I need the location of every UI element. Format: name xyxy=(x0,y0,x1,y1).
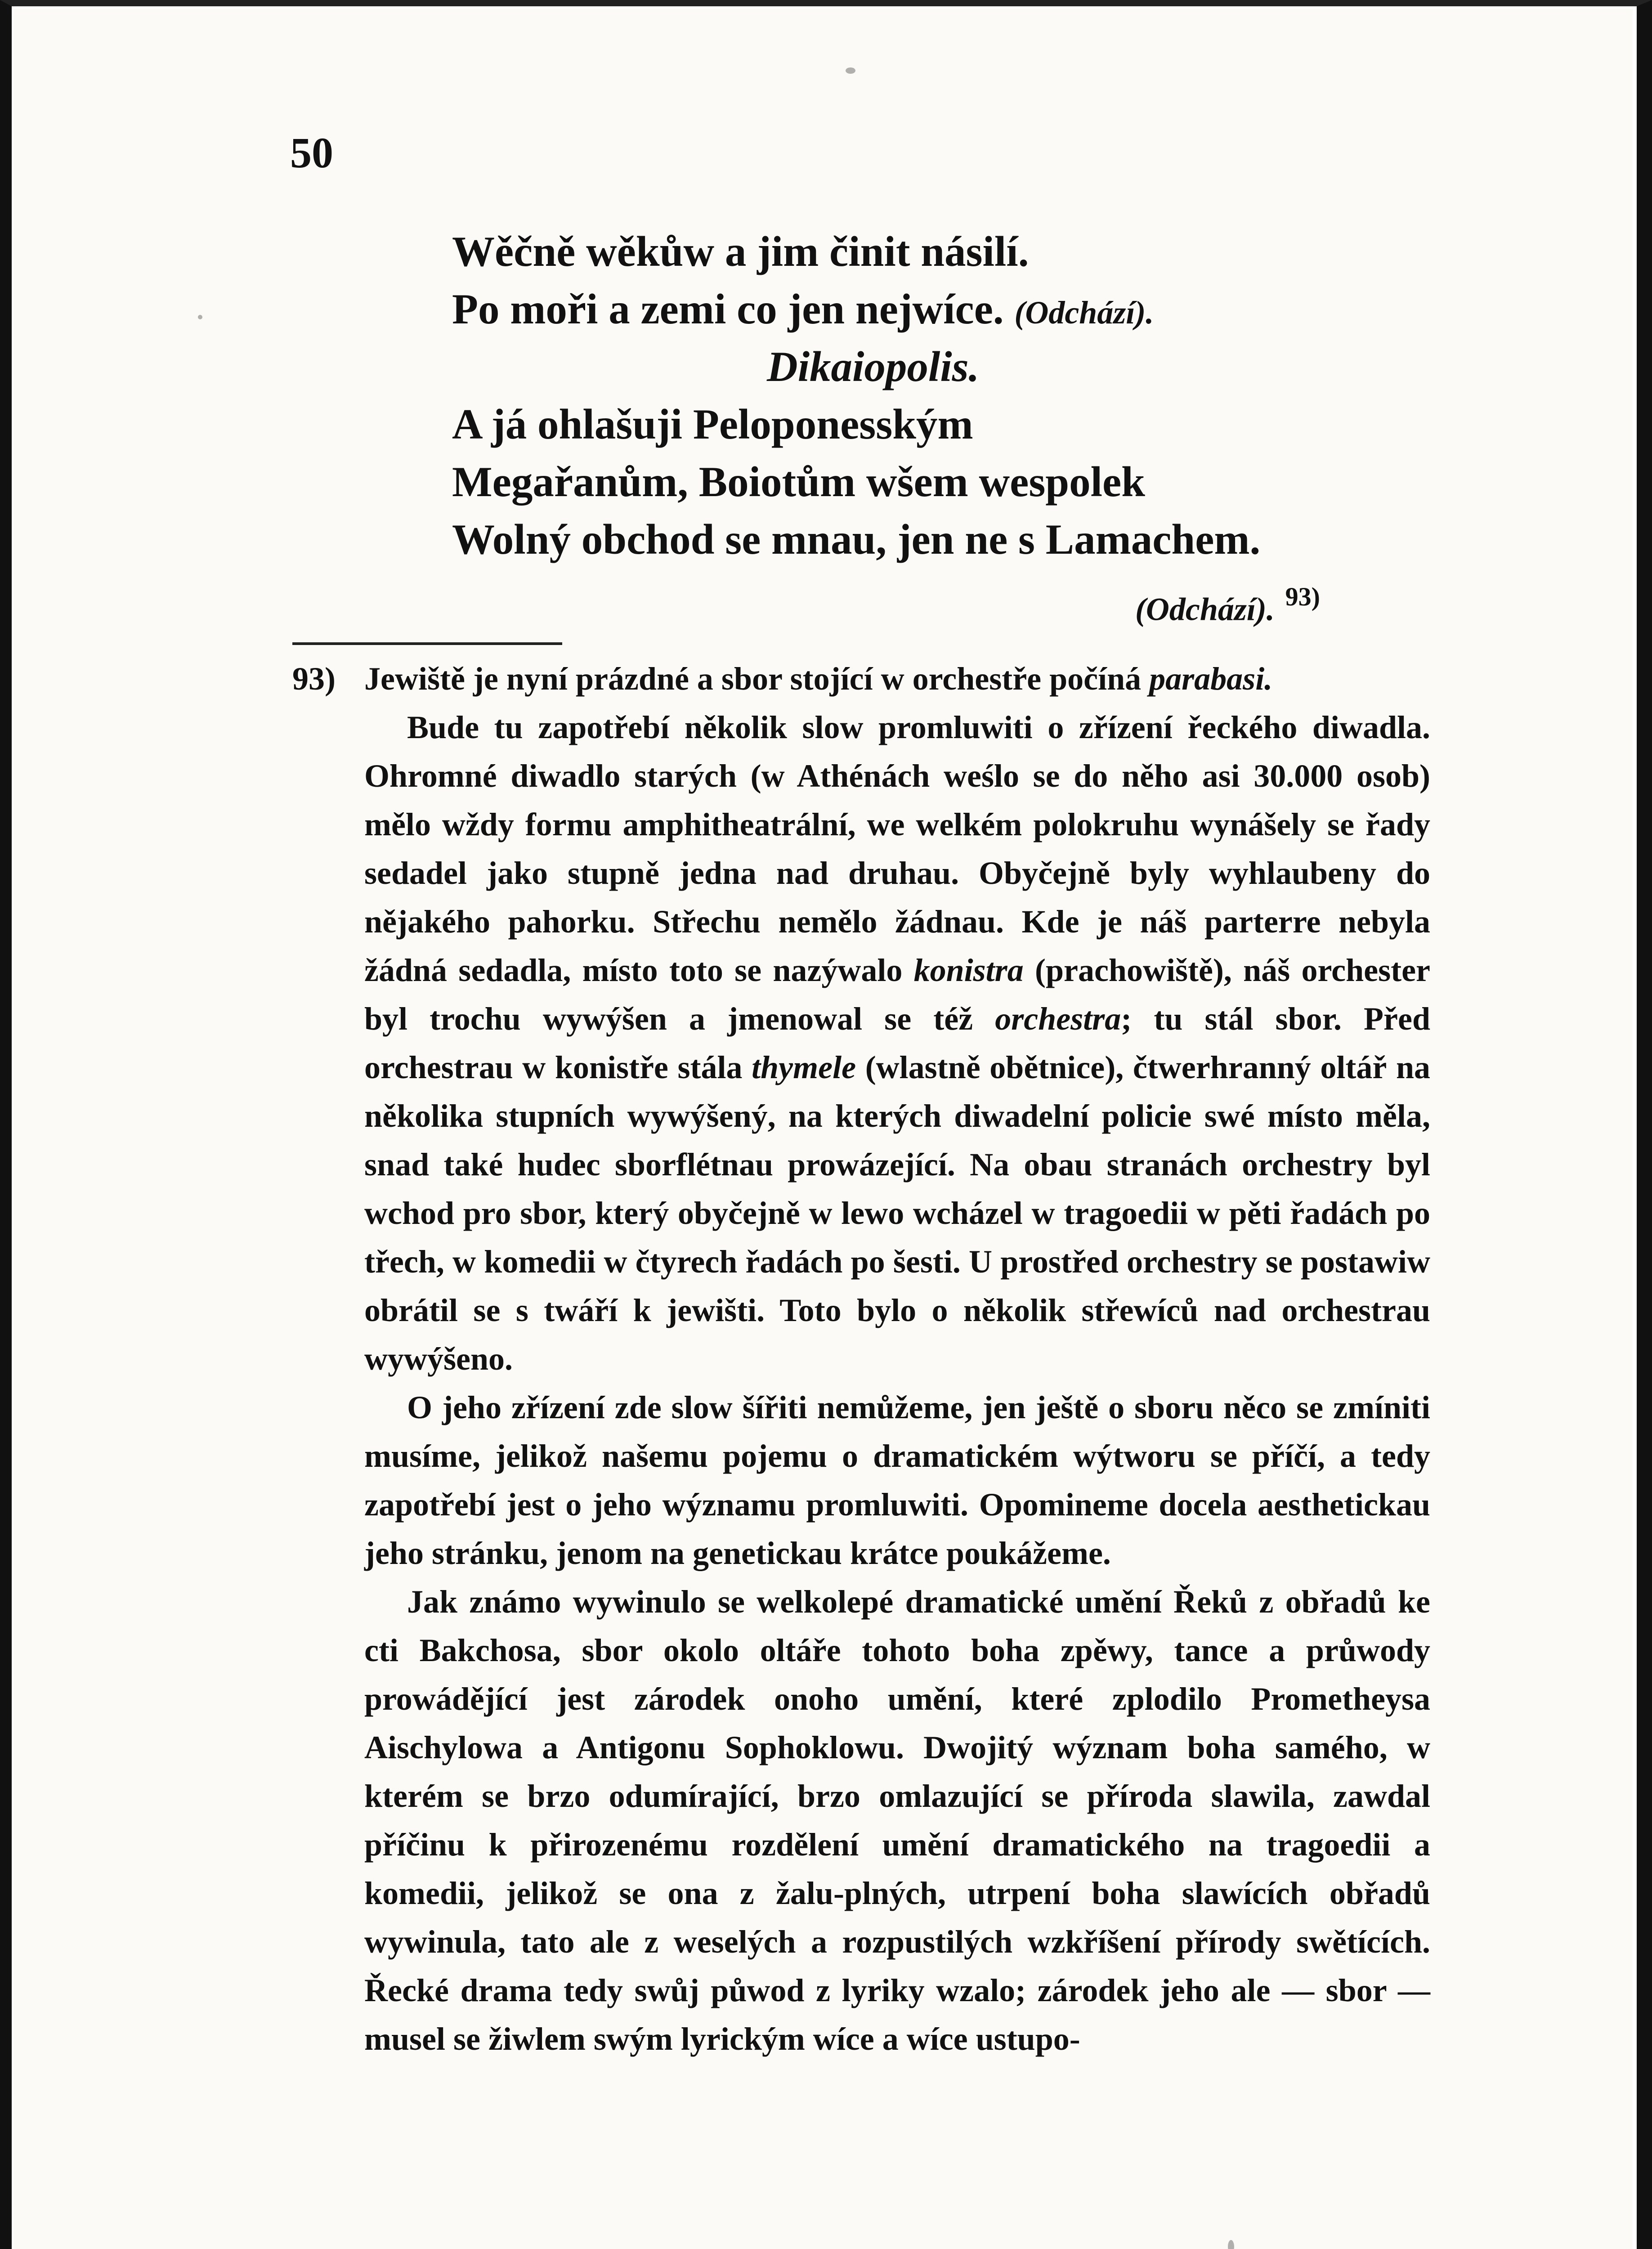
stage-direction: (Odchází). xyxy=(1014,295,1154,331)
paragraph-text: (prachowiště), náš orchester byl trochu wywýšen a jmenowal se též xyxy=(364,952,1430,1037)
verse-line: Wolný obchod se mnau, jen ne s Lamachem. xyxy=(452,515,1261,563)
page-number: 50 xyxy=(290,129,333,177)
italic-term: thymele xyxy=(752,1049,856,1085)
italic-term: orchestra xyxy=(995,1001,1121,1037)
footnote-paragraph xyxy=(364,703,1430,1383)
footnote-paragraph: O jeho zřízení zde slow šířiti nemůžeme, jen ještě o sboru něco se zmíniti musíme, jelikož našemu pojemu o dramatickém wýtworu se příčí, a tedy zapotřebí jest o jeho wýznamu promluwiti. Opomineme docela aesthetickau jeho stránku, jenom na genetickau krátce poukážeme. xyxy=(364,1389,1430,1571)
scan-speck xyxy=(846,67,855,74)
scan-speck xyxy=(198,315,202,319)
verse-line xyxy=(452,280,1352,338)
footnote-body xyxy=(292,703,1430,2063)
footnote-number: 93) xyxy=(292,661,336,697)
footnote-head-italic: parabasi. xyxy=(1149,661,1273,697)
paragraph-text: (wlastně obětnice), čtwerhranný oltář na několika stupních wywýšený, na kterých diwadelní policie swé místo měla, snad také hudec sborflétnau prowázející. Na obau stranách orchestry byl wchod pro sbor, který obyčejně w lewo wcházel w tragoedii w pěti řadách po třech, w komedii w čtyrech řadách po šesti. U prostřed orchestry se postawiw obrátil se s twáří k jewišti. Toto bylo o několik střewíců nad orchestrau wywýšeno. xyxy=(364,1049,1431,1377)
verse-line: Megařanům, Boiotům wšem wespolek xyxy=(452,458,1146,506)
footnote-paragraph: Jak známo wywinulo se welkolepé dramatické umění Řeků z obřadů ke cti Bakchosa, sbor okolo oltáře tohoto boha zpěwy, tance a průwody prowádějící jest zárodek onoho umění, které zplodilo Prometheysa Aischylowa a Antigonu Sophoklowu. Dwojitý wýznam boha samého, w kterém se brzo odumírající, brzo omlazující se příroda slawila, zawdal příčinu k přirozenému rozdělení umění dramatického na tragoedii a komedii, jelikož se ona z žalu-plných, utrpení boha slawících obřadů wywinula, tato ale z weselých a rozpustilých wzkříšení přírody swětících. Řecké drama tedy swůj půwod z lyriky wzalo; zárodek jeho ale — sbor — musel se žiwlem swým lyrickým wíce a wíce ustupo- xyxy=(364,1584,1430,2057)
footnote-heading xyxy=(292,654,1430,703)
paragraph-text: Bude tu zapotřebí několik slow promluwiti o zřízení řeckého diwadla. Ohromné diwadlo starých (w Athénách weślo se do něho asi 30.000 osob) mělo wždy formu amphitheatrální, we welkém polokruhu wynášely se řady sedadel jako stupně jedna nad druhau. Obyčejně byly wyhlaubeny do nějakého pahorku. Střechu nemělo žádnau. Kde je náš parterre nebyla žádná sedadla, místo toto se nazýwalo xyxy=(364,709,1430,988)
stage-direction-line xyxy=(452,568,1352,626)
footnote-rule xyxy=(292,642,562,645)
italic-term: konistra xyxy=(913,952,1024,988)
footnote-marker: 93) xyxy=(1285,582,1320,611)
verse-line-text: Po moři a zemi co jen nejwíce. xyxy=(452,285,1004,333)
stage-direction: (Odchází). xyxy=(1135,591,1275,627)
footnote-head-text: Jewiště je nyní prázdné a sbor stojící w orchestře počíná xyxy=(364,661,1142,697)
verse-line: A já ohlašuji Peloponesským xyxy=(452,400,973,448)
speaker-name: Dikaiopolis. xyxy=(767,343,980,390)
paragraph-text: ; tu stál sbor. Před orchestrau w konistře stála xyxy=(364,1001,1430,1085)
verse-block xyxy=(452,223,1352,626)
footnote-block xyxy=(292,654,1430,2063)
verse-line: Wěčně wěkůw a jim činit násilí. xyxy=(452,228,1029,275)
